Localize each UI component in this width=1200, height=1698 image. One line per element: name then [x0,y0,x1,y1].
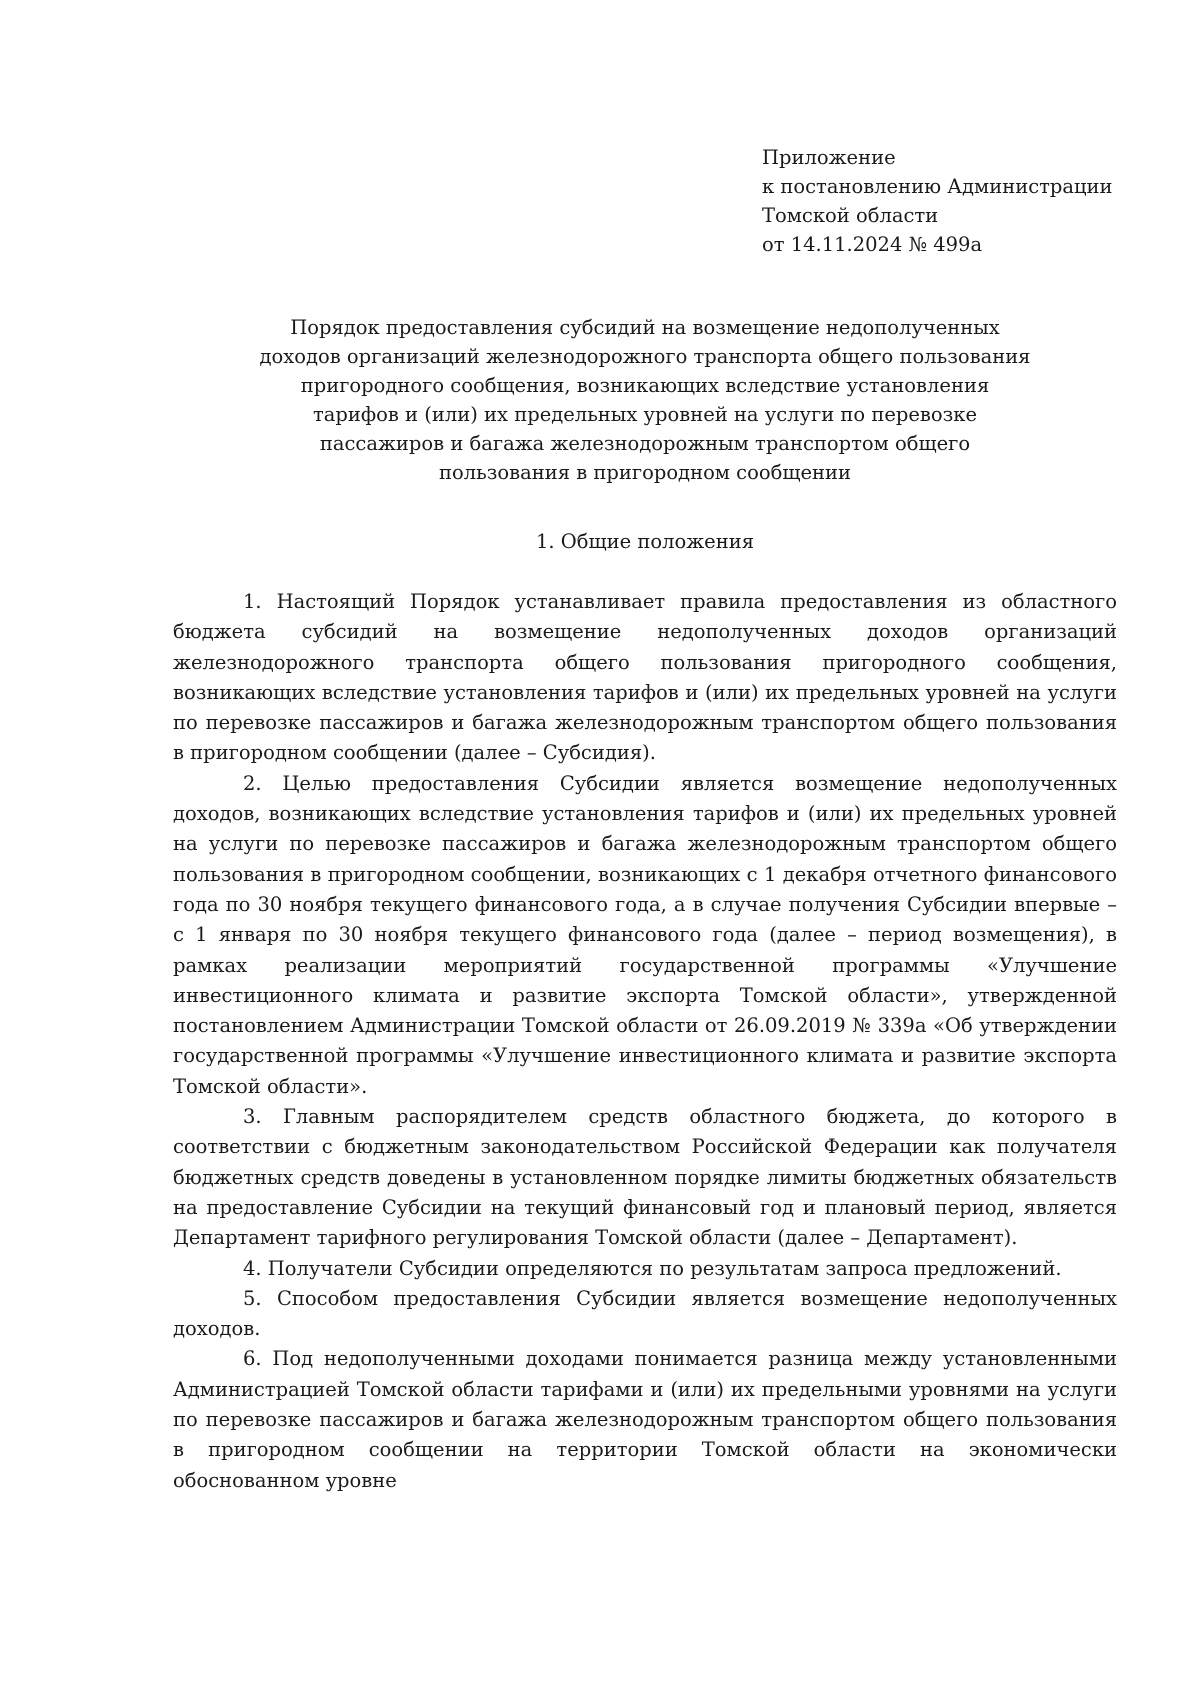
appendix-region-line: Томской области [762,204,939,227]
paragraph-4: 4. Получатели Субсидии определяются по результатам запроса предложений. [243,1256,1062,1280]
paragraph-6: 6. Под недополученными доходами понимается разница между установленными Администрацией Томской области тарифами и (или) их предельными уровнями на услуги по перевозке пассажиров и багажа железнодорожным транспортом общего пользования в пригородном сообщении на территории Томской области на экономически обоснованном уровне [173,1347,1117,1492]
title-line: пользования в пригородном сообщении [439,461,851,484]
title-line: пассажиров и багажа железнодорожным транспортом общего [319,432,971,455]
section-heading: 1. Общие положения [535,530,755,553]
title-line: тарифов и (или) их предельных уровней на услуги по перевозке [312,403,977,426]
paragraph-2: 2. Целью предоставления Субсидии является возмещение недополученных доходов, возникающих вследствие установления тарифов и (или) их предельных уровней на услуги по перевозке пассажиров и багажа железнодорожным транспортом общего пользования в пригородном сообщении, возникающих с 1 декабря отчетного финансового года по 30 ноября текущего финансового года, а в случае получения Субсидии впервые – с 1 января по 30 ноября текущего финансового года (далее – период возмещения), в рамках реализации мероприятий государственной программы «Улучшение инвестиционного климата и развитие экспорта Томской области», утвержденной постановлением Администрации Томской области от 26.09.2019 № 339а «Об утверждении государственной программы «Улучшение инвестиционного климата и развитие экспорта Томской области». [173,771,1117,1098]
title-line: Порядок предоставления субсидий на возмещение недополученных [290,316,1000,339]
title-line: доходов организаций железнодорожного транспорта общего пользования [259,345,1031,368]
document-title [170,313,1120,487]
appendix-block [762,143,1162,259]
document-body [173,587,1117,1496]
appendix-label: Приложение [762,146,896,169]
paragraph-3: 3. Главным распорядителем средств областного бюджета, до которого в соответствии с бюджетным законодательством Российской Федерации как получателя бюджетных средств доведены в установленном порядке лимиты бюджетных обязательств на предоставление Субсидии на текущий финансовый год и плановый период, является Департамент тарифного регулирования Томской области (далее – Департамент). [173,1105,1117,1250]
appendix-resolution-line: к постановлению Администрации [762,175,1113,198]
paragraph-5: 5. Способом предоставления Субсидии является возмещение недополученных доходов. [173,1286,1117,1341]
title-line: пригородного сообщения, возникающих вследствие установления [300,374,990,397]
paragraph-1: 1. Настоящий Порядок устанавливает правила предоставления из областного бюджета субсидий на возмещение недополученных доходов организаций железнодорожного транспорта общего пользования пригородного сообщения, возникающих вследствие установления тарифов и (или) их предельных уровней на услуги по перевозке пассажиров и багажа железнодорожным транспортом общего пользования в пригородном сообщении (далее – Субсидия). [173,590,1117,765]
appendix-date-number: от 14.11.2024 № 499а [762,233,983,256]
